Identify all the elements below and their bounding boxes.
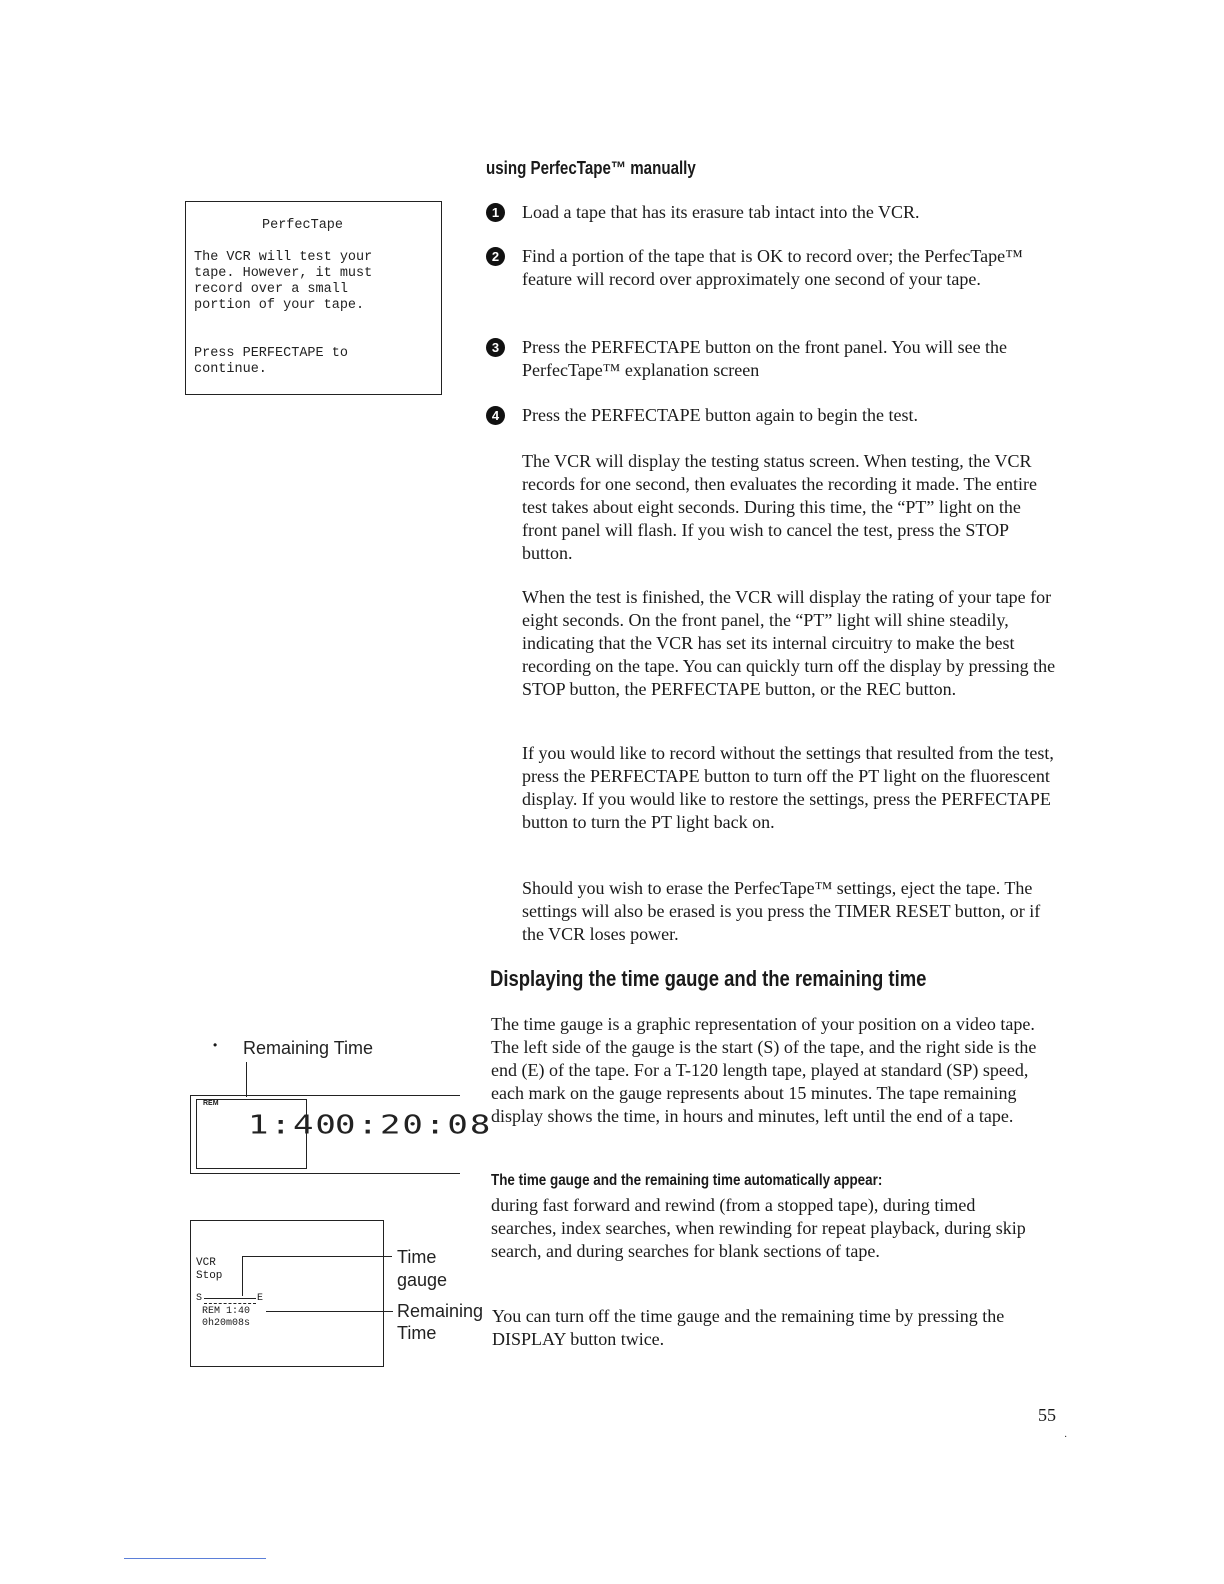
paragraph-testing: The VCR will display the testing status screen. When testing, the VCR records for one second, then evaluates the recording it made. The entire test takes about eight seconds. During this time, the “PT” light on the front panel will flash. If you wish to cancel the test, press the STOP button. (522, 451, 1037, 563)
screen-title: PerfecTape (262, 218, 344, 233)
paragraph-erase: Should you wish to erase the PerfecTape™ settings, eject the tape. The settings will also be erased is you press the TIMER RESET button, or if the VCR loses power. (522, 878, 1041, 944)
step-text: Find a portion of the tape that is OK to record over; the PerfecTape™ feature will record over approximately one second of your tape. (522, 246, 1023, 289)
rem-digits: 1:40 (248, 1110, 338, 1140)
step-number: 2 (486, 247, 505, 266)
screen-prompt: Press PERFECTAPE to (194, 346, 348, 361)
osd-vcr: VCR (196, 1257, 216, 1269)
screen-prompt: continue. (194, 362, 267, 377)
screen-line: The VCR will test your (194, 250, 373, 265)
osd-rem: REM 1:40 (202, 1306, 251, 1317)
time-gauge-bar (204, 1298, 256, 1304)
counter-digits: 0:20:08 (335, 1110, 493, 1140)
osd-counter: 0h20m08s (202, 1318, 251, 1329)
remaining-leader (266, 1311, 393, 1312)
dot-mark: · (1064, 1432, 1068, 1443)
paragraph-restore: If you would like to record without the settings that resulted from the test, press the PERFECTAPE button to turn off the PT light on the fluorescent display. If you would like to restore the settings, press the PERFECTAPE button to turn the PT light back on. (522, 743, 1054, 832)
front-panel-display (190, 1090, 493, 1174)
section-heading-perfectape: using PerfecTape™ manually (486, 158, 696, 178)
paragraph-finished: When the test is finished, the VCR will display the rating of your tape for eight seconds. On the front panel, the “PT” light will shine steadily, indicating that the VCR has set its internal circuitry to make the best recording on the tape. You can quickly turn off the display by pressing the STOP button, the PERFECTAPE button, or the REC button. (522, 587, 1056, 699)
time-gauge-label-2: gauge (397, 1270, 448, 1290)
osd-gauge-end: E (257, 1293, 264, 1304)
osd-screen (190, 1220, 384, 1367)
remaining-label-1: Remaining (397, 1301, 484, 1321)
screen-line: portion of your tape. (194, 298, 365, 313)
paragraph-time-gauge-intro: The time gauge is a graphic representation of your position on a video tape. The left side of the gauge is the start (S) of the tape, and the right side is the end (E) of the tape. For a T-120 length tape, played at standard (SP) speed, each mark on the gauge represents about 15 minutes. The tape remaining display shows the time, in hours and minutes, left until the end of a tape. (491, 1014, 1037, 1126)
paragraph-turn-off: You can turn off the time gauge and the remaining time by pressing the DISPLAY button twice. (492, 1306, 1005, 1349)
remaining-label-2: Time (397, 1323, 437, 1343)
step-text: Press the PERFECTAPE button on the front panel. You will see the PerfecTape™ explanation screen (522, 337, 1008, 380)
bullet-icon: • (213, 1038, 218, 1052)
page-number: 55 (1038, 1405, 1056, 1425)
time-gauge-leader (242, 1256, 392, 1257)
section-heading-time-gauge: Displaying the time gauge and the remaining time (490, 966, 927, 991)
screen-line: record over a small (194, 282, 348, 297)
step-text: Load a tape that has its erasure tab intact into the VCR. (522, 202, 920, 222)
perfectape-screen (185, 201, 442, 395)
time-gauge-label-1: Time (397, 1247, 437, 1267)
osd-stop: Stop (196, 1270, 223, 1282)
step-number: 3 (486, 338, 505, 357)
step-number: 1 (486, 203, 505, 222)
screen-line: tape. However, it must (194, 266, 373, 281)
footer-rule (124, 1558, 266, 1559)
remaining-time-label: Remaining Time (243, 1038, 374, 1058)
osd-figure (190, 1220, 490, 1370)
step-text: Press the PERFECTAPE button again to begin the test. (522, 405, 919, 425)
step-number: 4 (486, 406, 505, 425)
paragraph-auto-appear: during fast forward and rewind (from a stopped tape), during timed searches, index searches, when rewinding for repeat playback, during skip search, and during searches for blank sections of tape. (491, 1195, 1026, 1261)
subheading-auto-appear: The time gauge and the remaining time automatically appear: (491, 1172, 883, 1189)
remaining-time-figure (185, 1030, 493, 1160)
rem-tag: REM (203, 1100, 219, 1107)
osd-gauge-start: S (196, 1293, 203, 1304)
